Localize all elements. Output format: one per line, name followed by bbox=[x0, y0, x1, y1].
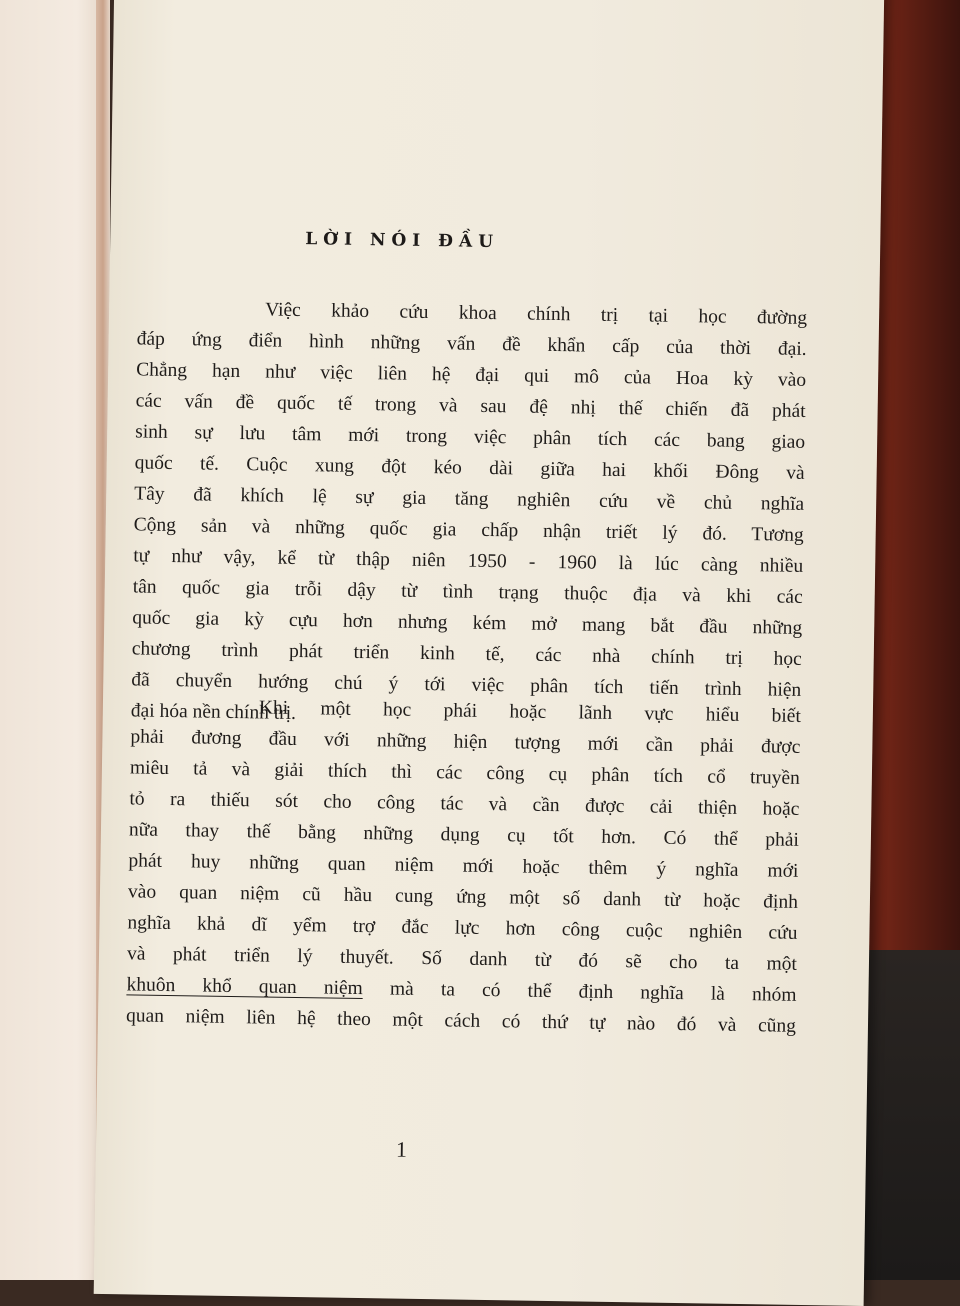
paragraph-1 bbox=[131, 292, 808, 736]
text-line: Khi một học phái hoặc lãnh vực hiểu biết bbox=[258, 697, 802, 727]
facing-page bbox=[0, 0, 110, 1280]
text-line: tự như vậy, kể từ thập niên 1950 - 1960 là lúc càng nhiều bbox=[133, 545, 804, 577]
text-line: phát huy những quan niệm mới hoặc thêm ý nghĩa mới bbox=[128, 850, 799, 882]
text-line: nghĩa khả dĩ yểm trợ đắc lực hơn công cuộc nghiên cứu bbox=[127, 912, 798, 944]
text-line: Chẳng hạn như việc liên hệ đại qui mô của Hoa kỳ vào bbox=[136, 359, 807, 391]
text-line: miêu tả và giải thích thì các công cụ phân tích cổ truyền bbox=[129, 757, 801, 789]
text-line: đại hóa nền chính trị. bbox=[130, 700, 297, 724]
text-line: Cộng sản và những quốc gia chấp nhận triết lý đó. Tương bbox=[133, 514, 804, 546]
page-number: 1 bbox=[395, 1136, 408, 1162]
text-line: và phát triển lý thuyết. Số danh từ đó sẽ cho ta một bbox=[126, 943, 798, 975]
page-heading: LỜI NÓI ĐẦU bbox=[305, 229, 500, 253]
text-line: quan niệm liên hệ theo một cách có thứ tự nào đó và cũng bbox=[125, 1005, 797, 1037]
book-page bbox=[94, 0, 885, 1306]
text-line: tỏ ra thiếu sót cho công tác và cần được cải thiện hoặc bbox=[129, 788, 800, 820]
text-line: sinh sự lưu tâm mới trong việc phân tích các bang giao bbox=[135, 421, 806, 453]
text-line: đã chuyển hướng chú ý tới việc phân tích tiến trình hiện bbox=[131, 669, 802, 701]
text-line: nữa thay thế bằng những dụng cụ tốt hơn. Có thể phải bbox=[128, 819, 800, 851]
text-line: quốc gia kỳ cựu hơn nhưng kém mở mang bắt đầu những bbox=[132, 607, 803, 639]
text-line: chương trình phát triển kinh tế, các nhà chính trị học bbox=[131, 638, 802, 670]
paragraph-2 bbox=[126, 690, 801, 1041]
term-line-rest: mà ta có thể định nghĩa là nhóm bbox=[362, 978, 797, 1006]
text-line: Việc khảo cứu khoa chính trị tại học đường bbox=[264, 299, 808, 329]
underlined-term: khuôn khổ quan niệm bbox=[126, 974, 363, 1000]
text-line: quốc tế. Cuộc xung đột kéo dài giữa hai khối Đông và bbox=[134, 452, 805, 484]
text-line: vào quan niệm cũ hầu cung ứng một số danh từ hoặc định bbox=[127, 881, 799, 913]
text-line: phải đương đầu với những hiện tượng mới cần phải được bbox=[130, 726, 801, 758]
text-line: Tây đã khích lệ sự gia tăng nghiên cứu về chủ nghĩa bbox=[134, 483, 805, 515]
text-line: đáp ứng điển hình những vấn đề khẩn cấp của thời đại. bbox=[136, 328, 807, 360]
text-line: tân quốc gia trỗi dậy từ tình trạng thuộc địa và khi các bbox=[132, 576, 803, 608]
table-object bbox=[860, 950, 960, 1280]
text-line: các vấn đề quốc tế trong và sau đệ nhị thế chiến đã phát bbox=[135, 390, 806, 422]
